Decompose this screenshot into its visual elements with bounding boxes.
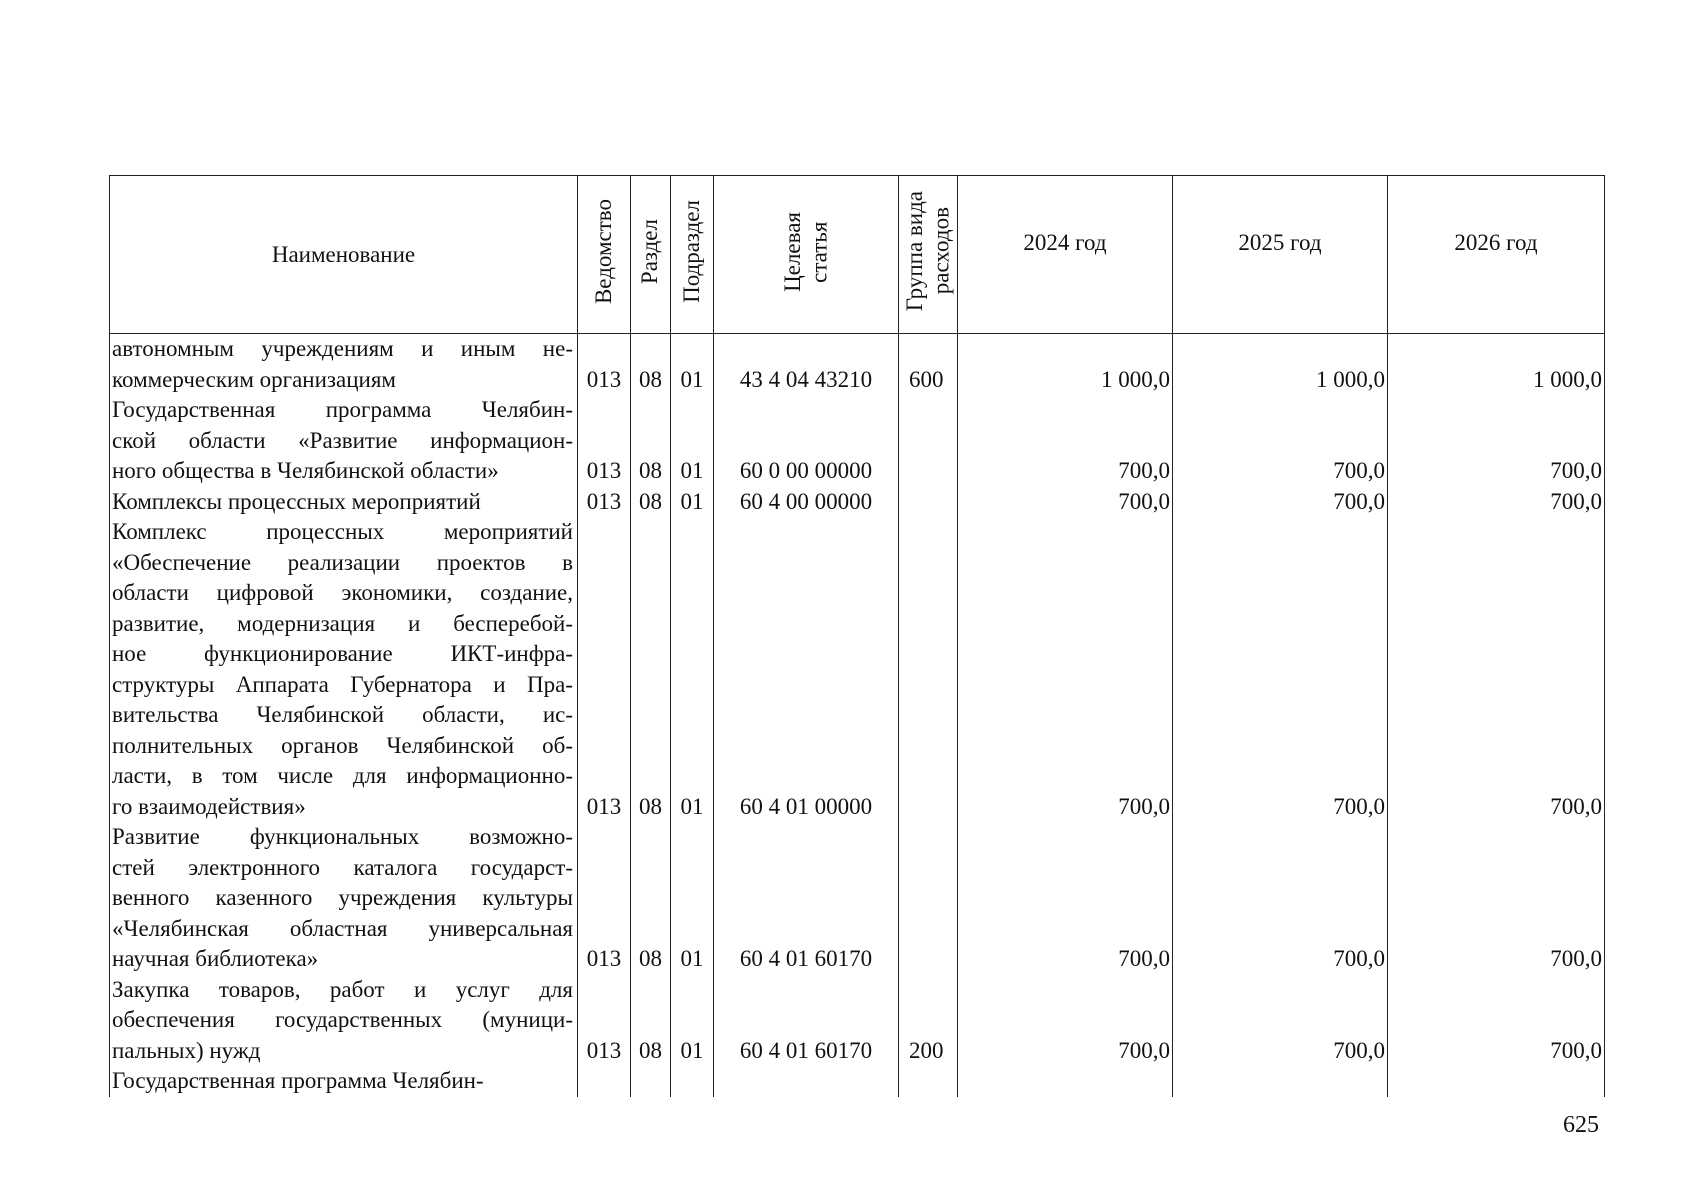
table-row <box>110 517 1605 822</box>
row-value-2025 <box>1173 1066 1388 1097</box>
header-target-line2: статья <box>806 220 831 283</box>
row-name <box>110 334 578 396</box>
row-value-2026: 700,0 <box>1388 822 1605 975</box>
header-name-label: Наименование <box>271 241 416 267</box>
row-value-2026: 700,0 <box>1388 517 1605 822</box>
header-target-label <box>780 212 833 292</box>
row-expense-group: 200 <box>899 975 958 1067</box>
budget-table <box>109 175 1605 1097</box>
row-name <box>110 395 578 487</box>
header-section-label: Раздел <box>637 218 663 285</box>
row-value-2026: 1 000,0 <box>1388 334 1605 396</box>
header-target-line1: Целевая <box>779 211 805 292</box>
header-year-2025 <box>1173 176 1388 334</box>
row-name <box>110 822 578 975</box>
header-year-2025-label: 2025 год <box>1238 229 1322 255</box>
row-dept: 013 <box>578 822 631 975</box>
row-value-2024: 700,0 <box>958 487 1173 518</box>
row-name-line: обеспечения государственных (муници- <box>112 1007 573 1032</box>
row-name-line: ное функционирование ИКТ-инфра- <box>112 641 573 666</box>
row-name-line: развитие, модернизация и бесперебой- <box>112 610 573 636</box>
header-year-2024 <box>958 176 1173 334</box>
header-expense-group-label <box>902 191 955 311</box>
row-name-line: полнительных органов Челябинской об- <box>112 732 573 758</box>
table-header-row <box>110 176 1605 334</box>
row-name-line: ской области «Развитие информацион- <box>112 427 573 453</box>
row-target-article: 60 4 01 60170 <box>714 975 899 1067</box>
row-value-2024: 1 000,0 <box>958 334 1173 396</box>
row-section <box>631 1066 671 1097</box>
row-dept <box>578 1066 631 1097</box>
row-value-2024: 700,0 <box>958 395 1173 487</box>
table-row <box>110 395 1605 487</box>
row-value-2025: 700,0 <box>1173 487 1388 518</box>
header-subsection <box>671 176 714 334</box>
header-year-2026-label: 2026 год <box>1454 229 1538 255</box>
row-expense-group: 600 <box>899 334 958 396</box>
header-dept <box>578 176 631 334</box>
header-section <box>631 176 671 334</box>
row-value-2026: 700,0 <box>1388 395 1605 487</box>
row-section: 08 <box>631 975 671 1067</box>
row-name-line: Комплекс процессных мероприятий <box>112 519 573 544</box>
row-name <box>110 1066 578 1097</box>
row-name-line: ного общества в Челябинской области» <box>112 458 499 483</box>
row-target-article <box>714 1066 899 1097</box>
row-expense-group <box>899 487 958 518</box>
row-name-line: вительства Челябинской области, ис- <box>112 702 573 727</box>
row-subsection: 01 <box>671 334 714 396</box>
row-target-article: 60 4 01 60170 <box>714 822 899 975</box>
header-expense-line1: Группа вида <box>901 191 927 312</box>
row-target-article: 60 0 00 00000 <box>714 395 899 487</box>
header-name <box>110 176 578 334</box>
header-subsection-label: Подраздел <box>678 200 704 303</box>
table-row <box>110 822 1605 975</box>
row-name-line: ласти, в том числе для информационно- <box>112 763 573 788</box>
table-body <box>110 334 1605 1097</box>
row-name-line: Государственная программа Челябин- <box>112 397 573 422</box>
row-name-line: стей электронного каталога государст- <box>112 854 573 880</box>
row-subsection: 01 <box>671 975 714 1067</box>
header-dept-label: Ведомство <box>590 198 616 305</box>
row-value-2025: 700,0 <box>1173 517 1388 822</box>
row-value-2024 <box>958 1066 1173 1097</box>
row-value-2025: 700,0 <box>1173 975 1388 1067</box>
table-row <box>110 975 1605 1067</box>
row-name-line: «Челябинская областная универсальная <box>112 915 573 941</box>
row-target-article: 43 4 04 43210 <box>714 334 899 396</box>
row-dept: 013 <box>578 487 631 518</box>
row-name <box>110 487 578 518</box>
row-section: 08 <box>631 395 671 487</box>
row-subsection: 01 <box>671 822 714 975</box>
row-subsection: 01 <box>671 517 714 822</box>
row-value-2024: 700,0 <box>958 822 1173 975</box>
row-expense-group <box>899 1066 958 1097</box>
row-name-line: структуры Аппарата Губернатора и Пра- <box>112 671 573 697</box>
table-row <box>110 334 1605 396</box>
header-expense-line2: расходов <box>928 207 953 296</box>
row-expense-group <box>899 822 958 975</box>
row-target-article: 60 4 00 00000 <box>714 487 899 518</box>
row-name-line: пальных) нужд <box>112 1037 261 1063</box>
row-section: 08 <box>631 517 671 822</box>
table-row <box>110 1066 1605 1097</box>
row-value-2026: 700,0 <box>1388 487 1605 518</box>
row-name-line: Закупка товаров, работ и услуг для <box>112 976 573 1002</box>
row-target-article: 60 4 01 00000 <box>714 517 899 822</box>
row-dept: 013 <box>578 334 631 396</box>
row-section: 08 <box>631 487 671 518</box>
row-name-line: научная библиотека» <box>112 946 319 971</box>
row-name-line: области цифровой экономики, создание, <box>112 580 573 605</box>
row-name <box>110 975 578 1067</box>
row-section: 08 <box>631 822 671 975</box>
row-value-2025: 700,0 <box>1173 395 1388 487</box>
row-dept: 013 <box>578 975 631 1067</box>
page-number: 625 <box>1563 1112 1599 1138</box>
row-name-line: автономным учреждениям и иным не- <box>112 336 573 361</box>
row-value-2024: 700,0 <box>958 975 1173 1067</box>
row-value-2026: 700,0 <box>1388 975 1605 1067</box>
row-name-line: Государственная программа Челябин- <box>112 1068 484 1093</box>
header-year-2026 <box>1388 176 1605 334</box>
row-subsection: 01 <box>671 395 714 487</box>
row-value-2025: 1 000,0 <box>1173 334 1388 396</box>
row-dept: 013 <box>578 517 631 822</box>
row-name <box>110 517 578 822</box>
row-name-line: «Обеспечение реализации проектов в <box>112 549 573 575</box>
row-name-line: коммерческим организациям <box>112 366 396 392</box>
table-row <box>110 487 1605 518</box>
row-value-2025: 700,0 <box>1173 822 1388 975</box>
header-year-2024-label: 2024 год <box>1023 229 1107 255</box>
row-expense-group <box>899 517 958 822</box>
row-dept: 013 <box>578 395 631 487</box>
row-section: 08 <box>631 334 671 396</box>
row-name-line: венного казенного учреждения культуры <box>112 885 573 910</box>
row-expense-group <box>899 395 958 487</box>
row-value-2024: 700,0 <box>958 517 1173 822</box>
header-expense-group <box>899 176 958 334</box>
row-name-line: Развитие функциональных возможно- <box>112 824 573 849</box>
row-subsection: 01 <box>671 487 714 518</box>
row-name-line: го взаимодействия» <box>112 793 306 819</box>
row-value-2026 <box>1388 1066 1605 1097</box>
row-name-line: Комплексы процессных мероприятий <box>112 488 481 514</box>
header-target <box>714 176 899 334</box>
row-subsection <box>671 1066 714 1097</box>
